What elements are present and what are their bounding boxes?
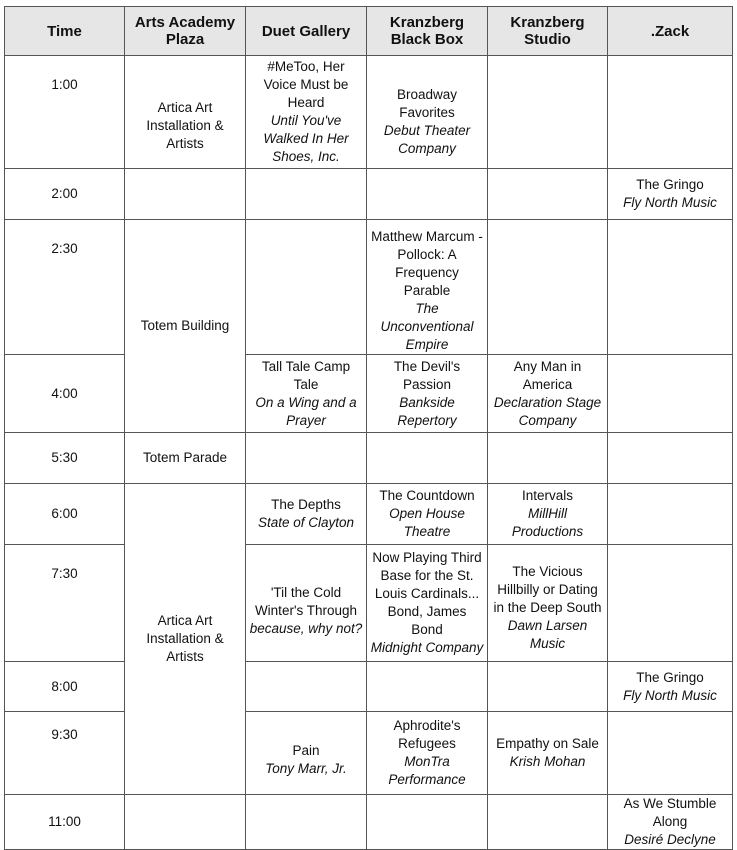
event-cell [125, 484, 246, 795]
event-cell [608, 169, 733, 220]
event-title: Any Man in America [513, 358, 582, 392]
event-company: Declaration Stage Company [493, 394, 602, 428]
event-title: Artica Art Installation & Artists [146, 613, 224, 664]
event-company: Krish Mohan [509, 754, 586, 769]
time-cell: 2:00 [5, 169, 125, 220]
time-cell: 6:00 [5, 484, 125, 545]
event-cell [246, 545, 367, 662]
empty-cell [367, 662, 488, 712]
empty-cell [367, 433, 488, 484]
event-title: The Gringo [636, 177, 704, 192]
event-cell [608, 662, 733, 712]
time-cell: 4:00 [5, 355, 125, 433]
event-title: Empathy on Sale [496, 736, 599, 751]
empty-cell [246, 795, 367, 850]
event-company: Tony Marr, Jr. [265, 761, 347, 776]
event-title: 'Til the Cold Winter's Through [254, 585, 358, 618]
empty-cell [608, 545, 733, 662]
event-company: State of Clayton [257, 515, 355, 530]
event-title: The Countdown [379, 488, 475, 503]
row-2-30 [5, 220, 733, 355]
time-cell: 2:30 [5, 220, 125, 355]
empty-cell [246, 220, 367, 355]
row-5-30 [5, 433, 733, 484]
empty-cell [488, 169, 608, 220]
empty-cell [488, 433, 608, 484]
event-company: Bankside Repertory [397, 394, 457, 428]
event-company: MillHill Productions [511, 506, 584, 539]
event-title: The Vicious Hillbilly or Dating in the Deep South [493, 564, 602, 615]
event-cell [125, 220, 246, 433]
header-time: Time [5, 7, 125, 56]
event-cell [125, 56, 246, 169]
header-row [5, 7, 733, 56]
event-cell [367, 712, 488, 795]
event-title: The Gringo [636, 669, 704, 685]
schedule-table [4, 6, 733, 850]
time-cell: 7:30 [5, 545, 125, 662]
event-cell [488, 484, 608, 545]
event-title: Pain [292, 743, 320, 758]
event-title: Tall Tale Camp Tale [261, 358, 351, 392]
event-title: As We Stumble Along [623, 796, 717, 829]
row-4-00 [5, 355, 733, 433]
row-11-00 [5, 795, 733, 850]
time-cell: 11:00 [5, 795, 125, 850]
event-company: Midnight Company [370, 640, 484, 655]
event-title: The Depths [271, 497, 341, 512]
event-company: The Unconventional Empire [380, 301, 474, 352]
event-title: Artica Art Installation & Artists [146, 100, 224, 151]
empty-cell [488, 56, 608, 169]
header-kranzberg-black-box: Kranzberg Black Box [367, 7, 488, 56]
event-cell [246, 56, 367, 169]
empty-cell [488, 220, 608, 355]
row-8-00 [5, 662, 733, 712]
time-cell: 9:30 [5, 712, 125, 795]
event-cell [246, 484, 367, 545]
event-company: Fly North Music [623, 195, 717, 210]
event-title: Totem Building [140, 318, 230, 333]
header-arts-academy-plaza: Arts Academy Plaza [125, 7, 246, 56]
row-2-00 [5, 169, 733, 220]
header-zack: .Zack [608, 7, 733, 56]
event-cell [367, 56, 488, 169]
time-cell: 8:00 [5, 662, 125, 712]
event-company: Dawn Larsen Music [507, 618, 588, 651]
event-cell [367, 355, 488, 433]
empty-cell [608, 355, 733, 433]
event-title: Matthew Marcum - Pollock: A Frequency Parable [371, 229, 483, 298]
event-company: Desiré Declyne [624, 832, 716, 847]
header-duet-gallery: Duet Gallery [246, 7, 367, 56]
empty-cell [246, 433, 367, 484]
event-company: Debut Theater Company [383, 123, 471, 156]
event-cell [246, 712, 367, 795]
event-title: Aphrodite's Refugees [393, 718, 461, 751]
time-cell: 1:00 [5, 56, 125, 169]
row-9-30 [5, 712, 733, 795]
event-title: Now Playing Third Base for the St. Louis Cardinals... Bond, James Bond [372, 550, 482, 637]
empty-cell [608, 484, 733, 545]
event-cell [488, 712, 608, 795]
row-6-00 [5, 484, 733, 545]
event-company: MonTra Performance [388, 754, 466, 787]
event-cell [367, 220, 488, 355]
empty-cell [246, 662, 367, 712]
event-cell [488, 355, 608, 433]
empty-cell [608, 56, 733, 169]
empty-cell [608, 220, 733, 355]
event-cell [488, 545, 608, 662]
empty-cell [125, 795, 246, 850]
event-company: Fly North Music [623, 687, 717, 703]
event-title: Broadway Favorites [396, 87, 458, 120]
event-company: Until You've Walked In Her Shoes, Inc. [263, 113, 349, 164]
event-cell [125, 433, 246, 484]
time-cell: 5:30 [5, 433, 125, 484]
row-7-30 [5, 545, 733, 662]
event-company: On a Wing and a Prayer [255, 394, 357, 428]
event-cell [367, 545, 488, 662]
event-title: Totem Parade [142, 450, 228, 465]
empty-cell [125, 169, 246, 220]
event-cell [246, 355, 367, 433]
event-cell [608, 795, 733, 850]
event-title: The Devil's Passion [393, 358, 461, 392]
event-title: Intervals [521, 488, 574, 503]
empty-cell [488, 795, 608, 850]
event-title: #MeToo, Her Voice Must be Heard [263, 59, 349, 110]
empty-cell [488, 662, 608, 712]
row-1-00 [5, 56, 733, 169]
empty-cell [608, 433, 733, 484]
empty-cell [367, 169, 488, 220]
empty-cell [246, 169, 367, 220]
empty-cell [367, 795, 488, 850]
empty-cell [608, 712, 733, 795]
event-company: because, why not? [249, 621, 363, 636]
event-cell [367, 484, 488, 545]
header-kranzberg-studio: Kranzberg Studio [488, 7, 608, 56]
event-company: Open House Theatre [389, 506, 465, 539]
